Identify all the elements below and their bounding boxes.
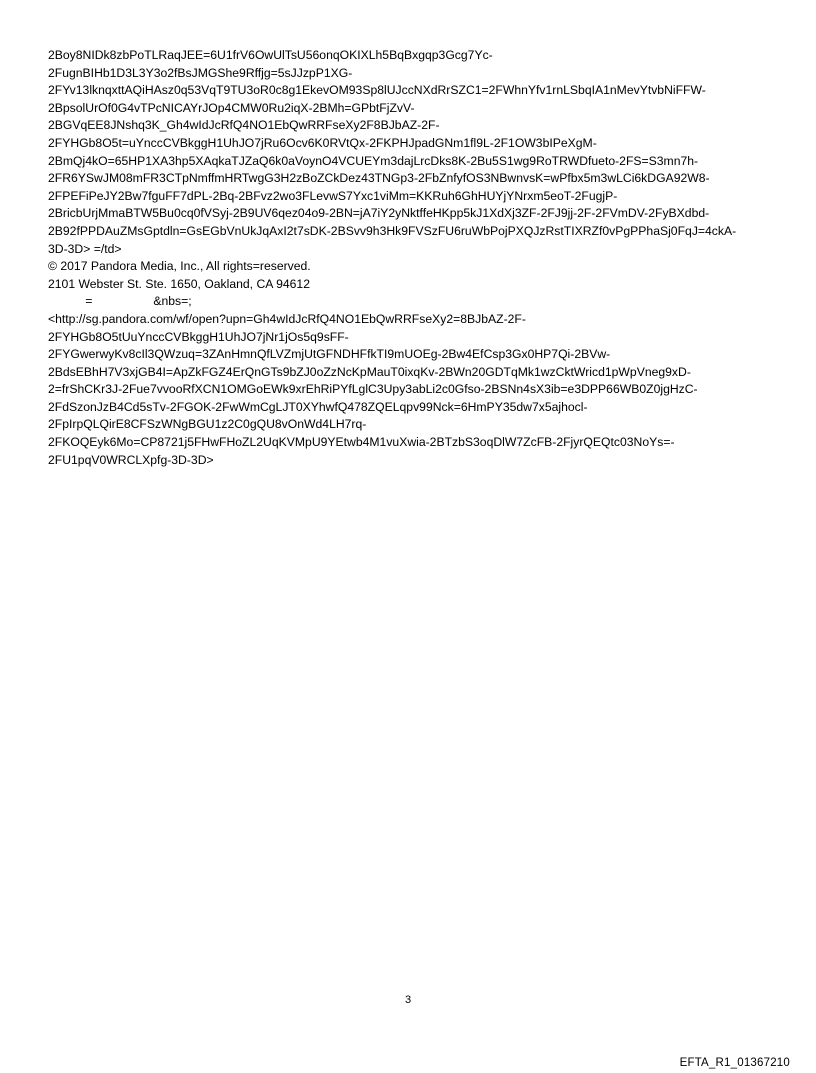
text-line: 2FugnBIHb1D3L3Y3o2fBsJMGShe9Rffjg=5sJJzpP1XG- xyxy=(48,65,353,80)
text-line: 2FPEFiPeJY2Bw7fguFF7dPL-2Bq-2BFvz2wo3FLevwS7Yxc1viMm=KKRuh6GhHUYjYNrxm5eoT-2FugjP- xyxy=(48,188,618,203)
bates-number: EFTA_R1_01367210 xyxy=(679,1057,790,1069)
text-line: 3D-3D> =/td> xyxy=(48,241,122,256)
text-line: 2FU1pqV0WRCLXpfg-3D-3D> xyxy=(48,452,214,467)
page-number: 3 xyxy=(404,994,412,1006)
text-line: 2BdsEBhH7V3xjGB4I=ApZkFGZ4ErQnGTs9bZJ0oZzNcKpMauT0ixqKv-2BWn20GDTqMk1wzCktWricd1pWpVneg9xD- xyxy=(48,364,691,379)
url-line: <http://sg.pandora.com/wf/open?upn=Gh4wIdJcRfQ4NO1EbQwRRFseXy2=8BJbAZ-2F- xyxy=(48,311,526,326)
text-line: 2FKOQEyk6Mo=CP8721j5FHwFHoZL2UqKVMpU9YEtwb4M1vuXwia-2BTzbS3oqDlW7ZcFB-2FjyrQEQtc03NoYs=- xyxy=(48,435,675,450)
address-line: 2101 Webster St. Ste. 1650, Oakland, CA 94612 xyxy=(48,276,310,291)
text-line: 2BmQj4kO=65HP1XA3hp5XAqkaTJZaQ6k0aVoynO4VCUEYm3dajLrcDks8K-2Bu5S1wg9RoTRWDfueto-2FS=S3mn7h- xyxy=(48,153,699,168)
text-line: 2FYHGb8O5t=uYnccCVBkggH1UhJO7jRu6Ocv6K0RVtQx-2FKPHJpadGNm1fl9L-2F1OW3bIPeXgM- xyxy=(48,135,597,150)
text-line: = &nbs=; xyxy=(48,294,192,309)
text-line: 2FpIrpQLQirE8CFSzWNgBGU1z2C0gQU8vOnWd4LH7rq- xyxy=(48,417,367,432)
text-line: 2FYv13lknqxttAQiHAsz0q53VqT9TU3oR0c8g1EkevOM93Sp8lUJccNXdRrSZC1=2FWhnYfv1rnLSbqIA1nMevYtvbNiFFW- xyxy=(48,83,706,98)
text-line: 2B92fPPDAuZMsGptdln=GsEGbVnUkJqAxI2t7sDK-2BSvv9h3Hk9FVSzFU6ruWbPojPXQJzRstTIXRZf0vPgPPhaSj0FqJ=4ckA- xyxy=(48,223,737,238)
document-body xyxy=(48,47,778,469)
text-line: 2FYHGb8O5tUuYnccCVBkggH1UhJO7jNr1jOs5q9sFF- xyxy=(48,329,349,344)
copyright-line: © 2017 Pandora Media, Inc., All rights=reserved. xyxy=(48,259,311,274)
text-line: 2BpsolUrOf0G4vTPcNICAYrJOp4CMW0Ru2iqX-2BMh=GPbtFjZvV- xyxy=(48,100,415,115)
text-line: 2Boy8NIDk8zbPoTLRaqJEE=6U1frV6OwUlTsU56onqOKIXLh5BqBxgqp3Gcg7Yc- xyxy=(48,48,493,62)
text-line: 2BGVqEE8JNshq3K_Gh4wIdJcRfQ4NO1EbQwRRFseXy2F8BJbAZ-2F- xyxy=(48,118,440,133)
text-line: 2FYGwerwyKv8cIl3QWzuq=3ZAnHmnQfLVZmjUtGFNDHFfkTI9mUOEg-2Bw4EfCsp3Gx0HP7Qi-2BVw- xyxy=(48,347,611,362)
text-line: 2FdSzonJzB4Cd5sTv-2FGOK-2FwWmCgLJT0XYhwfQ478ZQELqpv99Nck=6HmPY35dw7x5ajhocl- xyxy=(48,399,588,414)
text-line: 2BricbUrjMmaBTW5Bu0cq0fVSyj-2B9UV6qez04o9-2BN=jA7iY2yNktffeHKpp5kJ1XdXj3ZF-2FJ9jj-2F-2FVmDV-2FyBXdbd- xyxy=(48,206,710,221)
text-line: 2FR6YSwJM08mFR3CTpNmffmHRTwgG3H2zBoZCkDez43TNGp3-2FbZnfyfOS3NBwnvsK=wPfbx5m3wLCi6kDGA92W8- xyxy=(48,171,710,186)
text-line: 2=frShCKr3J-2Fue7vvooRfXCN1OMGoEWk9xrEhRiPYfLglC3Upy3abLi2c0Gfso-2BSNn4sX3ib=e3DPP66WB0Z0jgHzC- xyxy=(48,382,698,397)
